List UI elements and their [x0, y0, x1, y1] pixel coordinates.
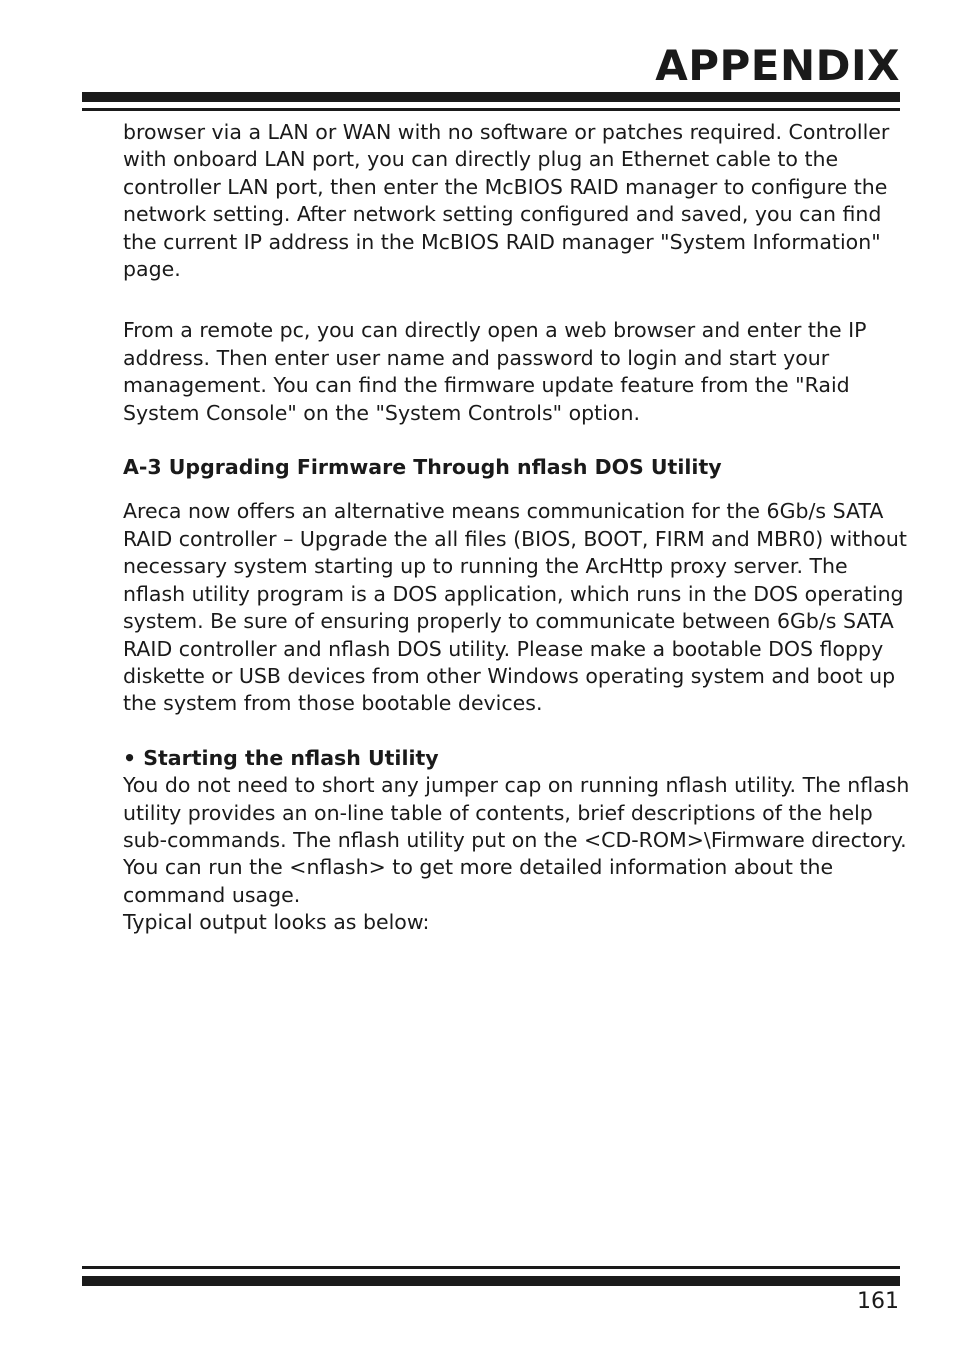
page-number: 161: [857, 1289, 899, 1314]
body-paragraph: You do not need to short any jumper cap on running nflash utility. The nflash utility provides an on-line table of contents, brief descriptions of the help sub-commands. The nflash utility put on the <CD-ROM>\Firmware directory. You can run the <nflash> to get more detailed information about the command usage.: [123, 773, 910, 907]
page-header-title: APPENDIX: [655, 41, 900, 90]
body-paragraph: browser via a LAN or WAN with no software or patches required. Controller with onboard LAN port, you can directly plug an Ethernet cable to the controller LAN port, then enter the McBIOS RAID manager to configure the network setting. After network setting configured and saved, you can find the current IP address in the McBIOS RAID manager "System Information" page.: [123, 120, 890, 282]
body-paragraph: Typical output looks as below:: [123, 910, 430, 935]
section-heading: A-3 Upgrading Firmware Through nflash DOS Utility: [123, 455, 722, 480]
body-paragraph: From a remote pc, you can directly open a web browser and enter the IP address. Then enter user name and password to login and start your management. You can find the firmware update feature from the "Raid System Console" on the "System Controls" option.: [123, 318, 867, 425]
header-rule-thick: [82, 92, 900, 102]
body-paragraph: Areca now offers an alternative means communication for the 6Gb/s SATA RAID controller – Upgrade the all files (BIOS, BOOT, FIRM and MBR0) without necessary system starting up to running the ArcHttp proxy server. The nflash utility program is a DOS application, which runs in the DOS operating system. Be sure of ensuring properly to communicate between 6Gb/s SATA RAID controller and nflash DOS utility. Please make a bootable DOS floppy diskette or USB devices from other Windows operating system and boot up the system from those bootable devices.: [123, 499, 907, 716]
footer-rule-thick: [82, 1276, 900, 1286]
page-body: [123, 119, 913, 937]
bullet-heading: • Starting the nflash Utility: [123, 745, 439, 770]
footer-rule-thin: [82, 1266, 900, 1269]
header-rule-thin: [82, 108, 900, 111]
